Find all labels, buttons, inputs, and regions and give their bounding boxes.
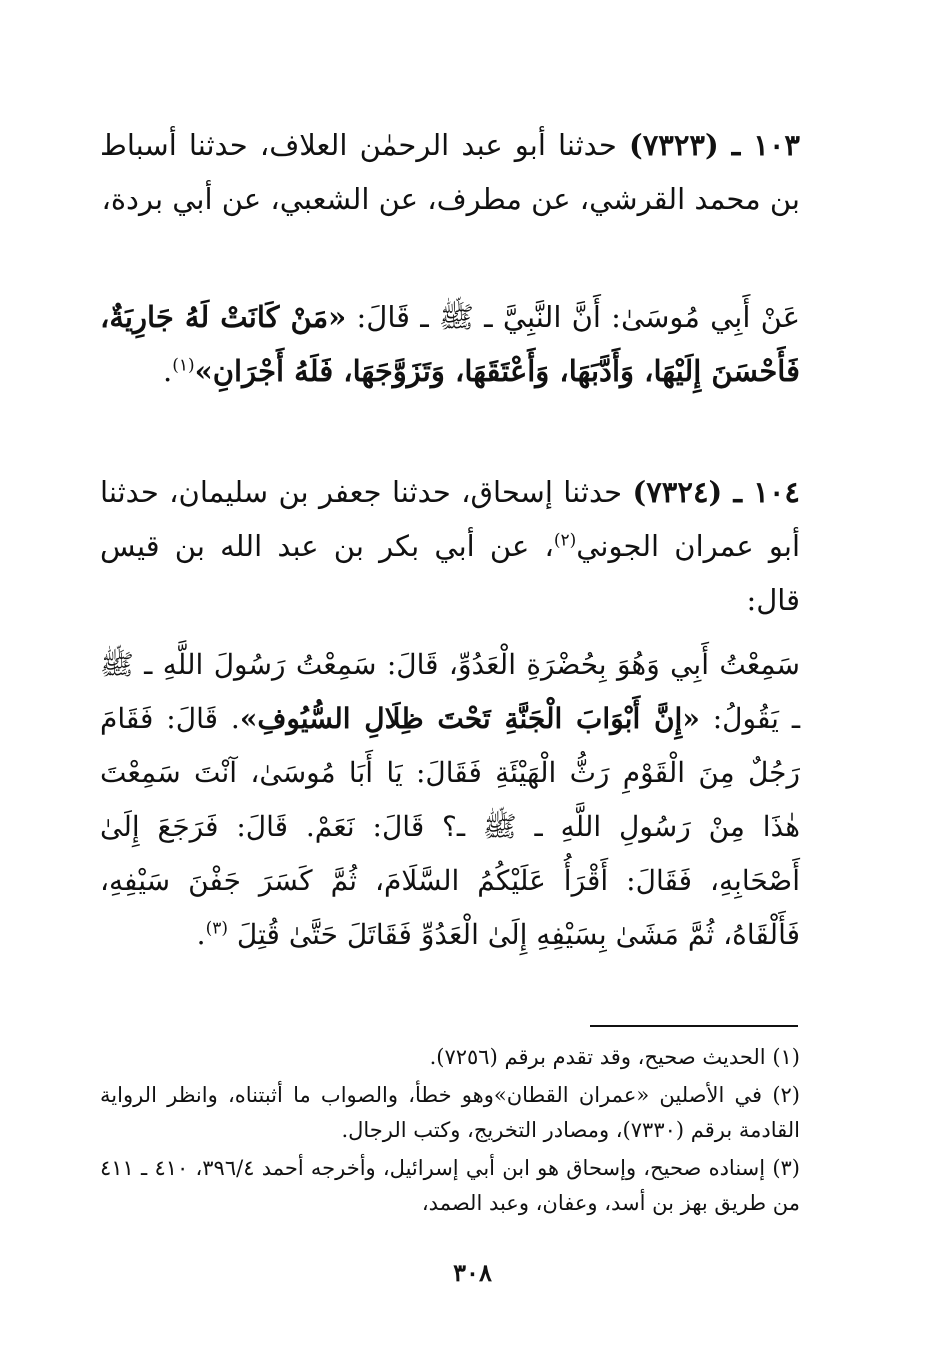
footnote-ref-2[interactable]: (٢) [553, 530, 577, 551]
hadith-103-number: ١٠٣ ـ (٧٣٢٣) [628, 128, 800, 162]
hadith-104-matn-bold: «إِنَّ أَبْوَابَ الْجَنَّةِ تَحْتَ ظِلَالِ السُّيُوفِ» [239, 702, 700, 735]
footnote-ref-3[interactable]: (٣) [205, 918, 228, 939]
hadith-104-isnad [100, 465, 800, 627]
footnote-ref-1[interactable]: (١) [172, 355, 195, 376]
footnote-2: (٢) في الأصلين «عمران القطان»وهو خطأ، والصواب ما أثبتناه، وانظر الرواية القادمة برقم (٧٣٣٠)، ومصادر التخريج، وكتب الرجال. [100, 1083, 800, 1142]
hadith-104-end: . [196, 918, 206, 951]
footnote-1: (١) الحديث صحيح، وقد تقدم برقم (٧٢٥٦). [429, 1045, 800, 1069]
hadith-104-matn-1: سَمِعْتُ أَبِي وَهُوَ بِحُضْرَةِ الْعَدُوِّ، قَالَ: سَمِعْتُ رَسُولَ اللَّهِ ـ ﷺ ـ يَقُولُ: [100, 648, 801, 735]
hadith-103-isnad-text: حدثنا أبو عبد الرحمٰن العلاف، حدثنا أسباط بن محمد القرشي، عن مطرف، عن الشعبي، عن أبي بردة، [100, 128, 800, 216]
hadith-104-isnad-text-2: ، عن أبي بكر بن عبد الله بن قيس قال: [100, 529, 800, 617]
footnotes [100, 1040, 800, 1224]
page-number: ٣٠٨ [453, 1258, 492, 1287]
hadith-103-matn-intro: عَنْ أَبِي مُوسَىٰ: أَنَّ النَّبِيَّ ـ ﷺ ـ قَالَ: [346, 300, 801, 334]
hadith-103-matn [100, 290, 800, 398]
hadith-104-isnad-text-1: حدثنا إسحاق، حدثنا جعفر بن سليمان، حدثنا أبو عمران الجوني [100, 475, 800, 563]
hadith-103-end: . [162, 354, 173, 388]
hadith-104-matn [100, 638, 800, 962]
hadith-103-isnad [100, 118, 800, 226]
hadith-103-matn-text: «مَنْ كَانَتْ لَهُ جَارِيَةٌ، فَأَحْسَنَ إِلَيْهَا، وَأَدَّبَهَا، وَأَعْتَقَهَا، وَتَزَوَّجَهَا، فَلَهُ أَجْرَانِ» [100, 300, 800, 388]
hadith-104-matn-2: . قَالَ: فَقَامَ رَجُلٌ مِنَ الْقَوْمِ رَثُّ الْهَيْئَةِ فَقَالَ: يَا أَبَا مُوسَىٰ، آنْتَ سَمِعْتَ هٰذَا مِنْ رَسُولِ اللَّهِ ـ ﷺ ـ؟ قَالَ: نَعَمْ. قَالَ: فَرَجَعَ إِلَىٰ أَصْحَابِهِ، فَقَالَ: أَقْرَأُ عَلَيْكُمُ السَّلَامَ، ثُمَّ كَسَرَ جَفْنَ سَيْفِهِ، فَأَلْقَاهُ، ثُمَّ مَشَىٰ بِسَيْفِهِ إِلَىٰ الْعَدُوِّ فَقَاتَلَ حَتَّىٰ قُتِلَ [100, 702, 800, 951]
footnote-divider [590, 1025, 798, 1027]
footnote-3: (٣) إسناده صحيح، وإسحاق هو ابن أبي إسرائيل، وأخرجه أحمد ٣٩٦/٤، ٤١٠ ـ ٤١١ من طريق بهز بن أسد، وعفان، وعبد الصمد، [100, 1156, 800, 1215]
hadith-104-number: ١٠٤ ـ (٧٣٢٤) [632, 475, 800, 509]
